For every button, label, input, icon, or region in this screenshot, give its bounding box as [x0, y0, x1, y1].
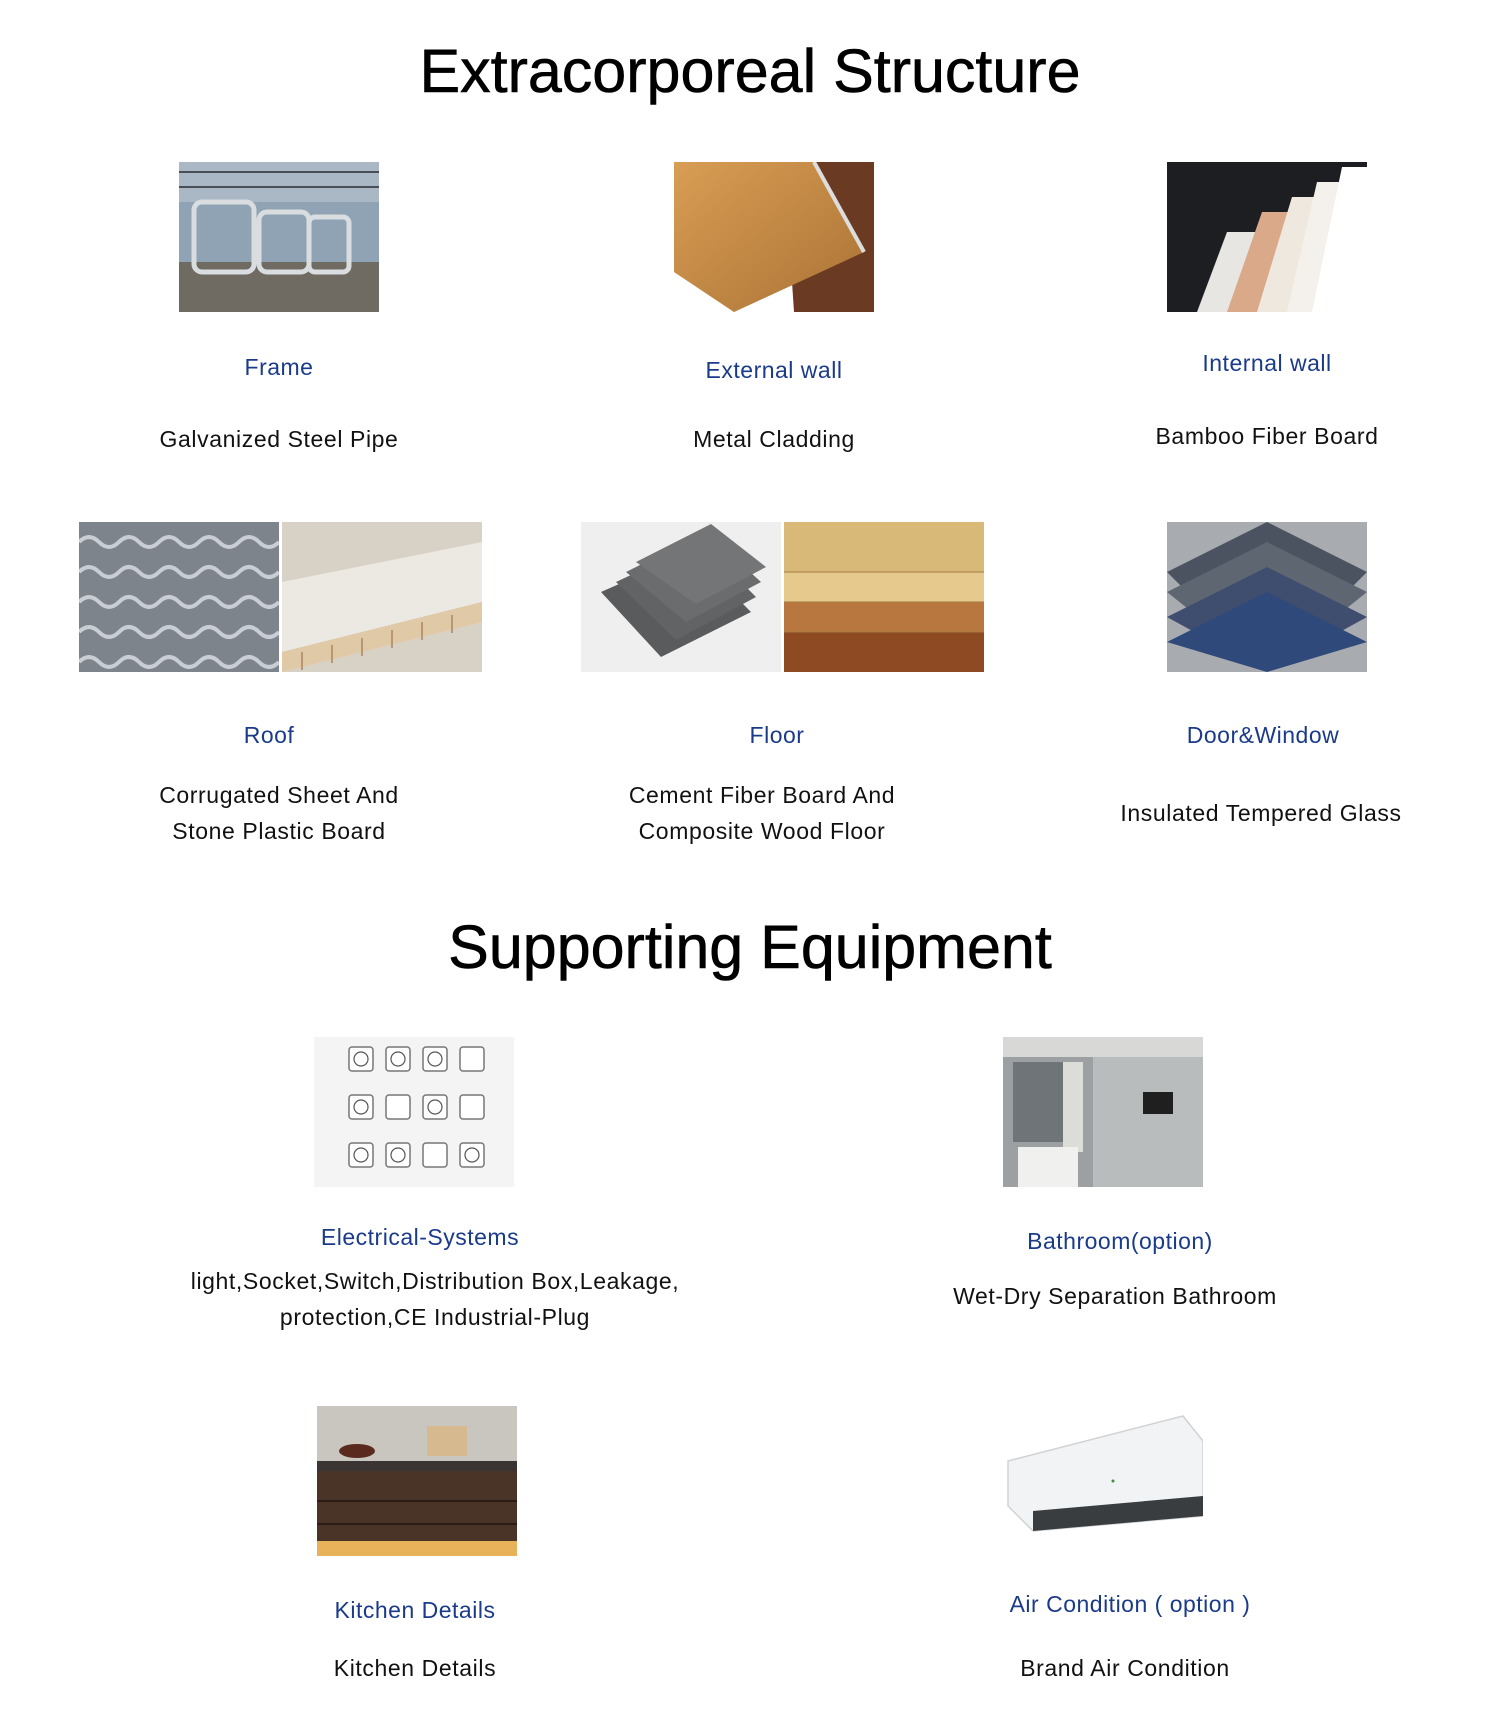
external-wall-image	[674, 162, 874, 312]
section-title-equipment: Supporting Equipment	[448, 913, 1052, 981]
air-condition-desc: Brand Air Condition	[1020, 1655, 1230, 1681]
bathroom-label: Bathroom(option)	[1027, 1228, 1213, 1254]
floor-composite-wood-image	[784, 522, 984, 672]
internal-wall-image	[1167, 162, 1367, 312]
kitchen-image	[317, 1406, 517, 1556]
electrical-systems-label: Electrical-Systems	[320, 1224, 520, 1250]
door-window-label: Door&Window	[1186, 722, 1340, 748]
floor-label: Floor	[749, 722, 805, 748]
external-wall-desc: Metal Cladding	[693, 426, 855, 452]
kitchen-label: Kitchen Details	[334, 1597, 496, 1623]
internal-wall-label: Internal wall	[1202, 350, 1332, 376]
floor-desc	[582, 777, 942, 849]
roof-desc-line-2: Stone Plastic Board	[172, 818, 386, 844]
electrical-systems-image	[314, 1037, 514, 1187]
frame-image	[179, 162, 379, 312]
external-wall-label: External wall	[705, 357, 843, 383]
electrical-desc-line-1: light,Socket,Switch,Distribution Box,Leakage,	[190, 1268, 680, 1294]
roof-stone-plastic-image	[282, 522, 482, 672]
internal-wall-desc: Bamboo Fiber Board	[1155, 423, 1379, 449]
bathroom-desc: Wet-Dry Separation Bathroom	[953, 1283, 1277, 1309]
door-window-desc: Insulated Tempered Glass	[1120, 800, 1402, 826]
kitchen-desc: Kitchen Details	[333, 1655, 497, 1681]
electrical-desc-line-2: protection,CE Industrial-Plug	[279, 1304, 591, 1330]
frame-label: Frame	[244, 354, 314, 380]
floor-desc-line-2: Composite Wood Floor	[638, 818, 886, 844]
roof-desc-line-1: Corrugated Sheet And	[159, 782, 399, 808]
electrical-systems-desc	[140, 1263, 730, 1335]
floor-desc-line-1: Cement Fiber Board And	[628, 782, 896, 808]
roof-label: Roof	[243, 722, 295, 748]
floor-cement-board-image	[581, 522, 781, 672]
bathroom-image	[1003, 1037, 1203, 1187]
roof-corrugated-image	[79, 522, 279, 672]
air-condition-label: Air Condition ( option )	[1009, 1591, 1251, 1617]
section-title-structure: Extracorporeal Structure	[419, 37, 1081, 105]
roof-desc	[99, 777, 459, 849]
air-condition-image	[1003, 1406, 1203, 1556]
door-window-image	[1167, 522, 1367, 672]
frame-desc: Galvanized Steel Pipe	[159, 426, 399, 452]
